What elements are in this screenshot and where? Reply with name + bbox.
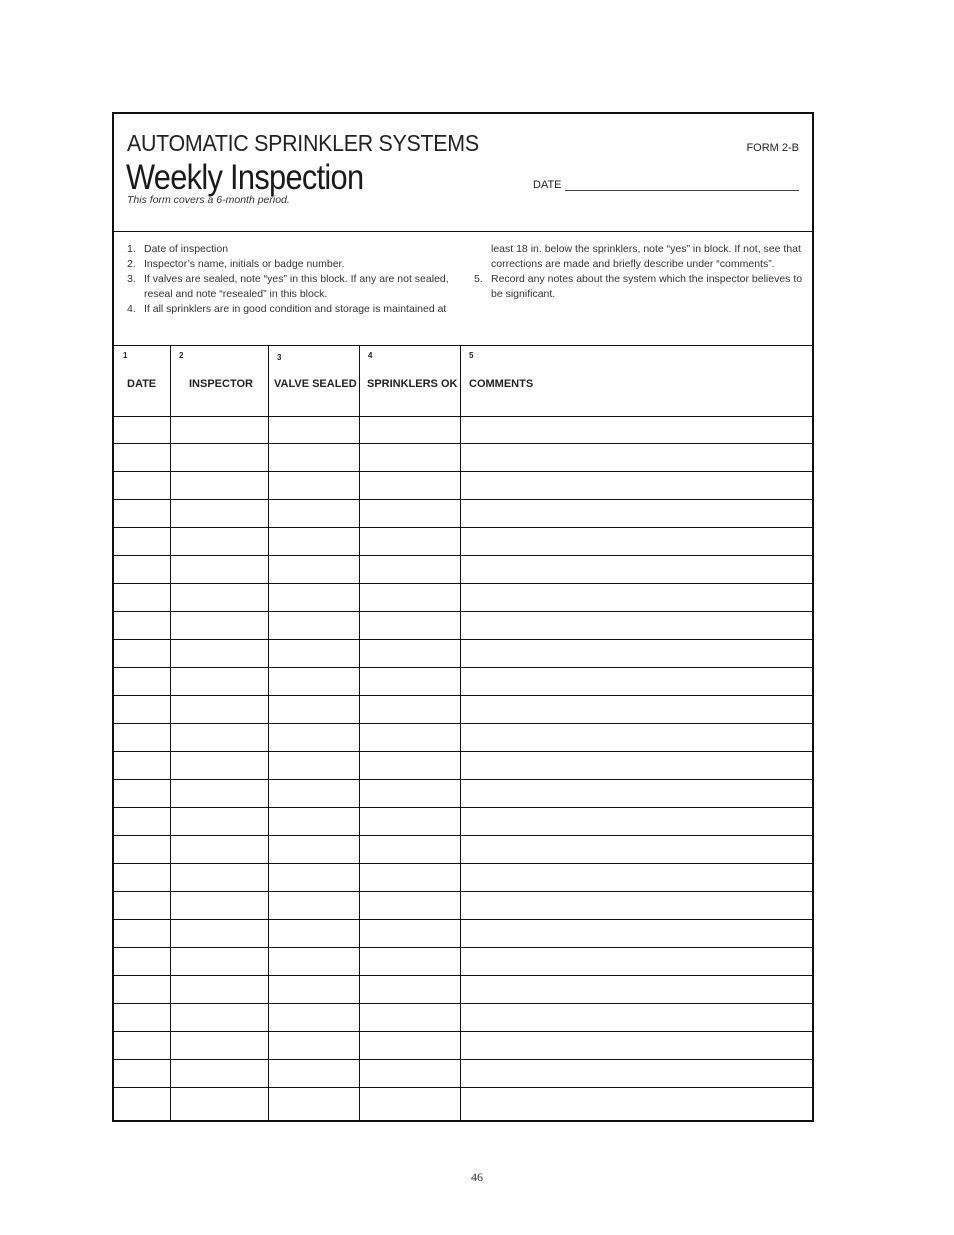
table-row: [114, 472, 812, 500]
table-cell[interactable]: [359, 976, 460, 1004]
table-row: [114, 752, 812, 780]
table-cell[interactable]: [460, 472, 812, 500]
instruction-item: [127, 257, 457, 272]
table-cell[interactable]: [460, 1032, 812, 1060]
table-cell[interactable]: [460, 780, 812, 808]
table-cell[interactable]: [114, 500, 170, 528]
instruction-number: 2.: [127, 258, 136, 270]
table-cell[interactable]: [170, 864, 268, 892]
table-cell[interactable]: [460, 500, 812, 528]
instruction-text: Inspector’s name, initials or badge number.: [144, 258, 345, 270]
instruction-text: If all sprinklers are in good condition and storage is maintained at: [144, 303, 447, 315]
table-cell[interactable]: [114, 948, 170, 976]
table-cell[interactable]: [359, 444, 460, 472]
instruction-item: [127, 242, 457, 257]
instruction-item: [127, 302, 457, 317]
table-cell[interactable]: [460, 1088, 812, 1116]
table-cell[interactable]: [114, 1032, 170, 1060]
table-cell[interactable]: [114, 1060, 170, 1088]
table-cell[interactable]: [460, 948, 812, 976]
table-cell[interactable]: [170, 752, 268, 780]
table-cell[interactable]: [170, 948, 268, 976]
table-cell[interactable]: [460, 976, 812, 1004]
instruction-item: [127, 272, 457, 302]
table-cell[interactable]: [170, 780, 268, 808]
form-title: Weekly Inspection: [126, 158, 364, 197]
table-cell[interactable]: [268, 500, 359, 528]
table-row: [114, 920, 812, 948]
table-cell[interactable]: [170, 584, 268, 612]
table-cell[interactable]: [114, 920, 170, 948]
table-cell[interactable]: [268, 1088, 359, 1116]
table-cell[interactable]: [170, 528, 268, 556]
table-cell[interactable]: [170, 1088, 268, 1116]
table-cell[interactable]: [268, 556, 359, 584]
instruction-item: [474, 272, 804, 302]
table-cell[interactable]: [268, 696, 359, 724]
table-cell[interactable]: [359, 1060, 460, 1088]
form-number: FORM 2-B: [746, 142, 799, 154]
table-row: [114, 668, 812, 696]
column-label: DATE: [127, 378, 157, 390]
table-cell[interactable]: [114, 472, 170, 500]
table-cell[interactable]: [170, 472, 268, 500]
table-cell[interactable]: [460, 556, 812, 584]
instruction-text: If valves are sealed, note “yes” in this block. If any are not sealed, reseal and note “resealed” in this block.: [144, 273, 449, 300]
table-cell[interactable]: [114, 444, 170, 472]
table-cell[interactable]: [460, 724, 812, 752]
instruction-text: least 18 in. below the sprinklers, note “yes” in block. If not, see that corrections are made and briefly describe under “comments”.: [491, 243, 801, 270]
table-cell[interactable]: [114, 836, 170, 864]
column-label: VALVE SEALED: [274, 378, 357, 390]
table-cell[interactable]: [359, 780, 460, 808]
instruction-text: Record any notes about the system which the inspector believes to be significant.: [491, 273, 803, 300]
table-cell[interactable]: [359, 640, 460, 668]
instructions-left: [127, 242, 457, 317]
date-label: DATE: [533, 179, 562, 191]
table-cell[interactable]: [268, 612, 359, 640]
table-cell[interactable]: [268, 920, 359, 948]
table-cell[interactable]: [268, 836, 359, 864]
table-cell[interactable]: [268, 808, 359, 836]
instruction-item: [474, 242, 804, 272]
table-cell[interactable]: [359, 472, 460, 500]
table-row: [114, 724, 812, 752]
table-cell[interactable]: [114, 556, 170, 584]
table-cell[interactable]: [359, 696, 460, 724]
table-cell[interactable]: [460, 920, 812, 948]
header-divider: [114, 416, 812, 417]
table-row: [114, 948, 812, 976]
table-cell[interactable]: [114, 418, 170, 444]
table-cell[interactable]: [359, 584, 460, 612]
column-header-sprinklers-ok: [359, 346, 460, 416]
form-heading: AUTOMATIC SPRINKLER SYSTEMS: [127, 130, 479, 156]
table-cell[interactable]: [268, 780, 359, 808]
inspection-log-table: [114, 346, 812, 1120]
table-cell[interactable]: [460, 584, 812, 612]
table-cell[interactable]: [170, 920, 268, 948]
table-row: [114, 500, 812, 528]
table-cell[interactable]: [268, 1032, 359, 1060]
table-cell[interactable]: [114, 612, 170, 640]
instruction-number: 1.: [127, 243, 136, 255]
instruction-number: 5.: [474, 273, 483, 285]
table-cell[interactable]: [170, 696, 268, 724]
table-cell[interactable]: [460, 640, 812, 668]
column-number: 2: [179, 351, 184, 360]
table-cell[interactable]: [268, 418, 359, 444]
table-cell[interactable]: [359, 808, 460, 836]
table-cell[interactable]: [460, 612, 812, 640]
table-cell[interactable]: [170, 1060, 268, 1088]
table-cell[interactable]: [359, 836, 460, 864]
table-cell[interactable]: [268, 752, 359, 780]
divider: [114, 231, 812, 232]
table-cell[interactable]: [460, 444, 812, 472]
table-cell[interactable]: [460, 864, 812, 892]
column-label: SPRINKLERS OK: [367, 378, 458, 390]
table-cell[interactable]: [170, 1032, 268, 1060]
table-cell[interactable]: [268, 948, 359, 976]
table-cell[interactable]: [114, 892, 170, 920]
column-number: 4: [368, 351, 373, 360]
column-number: 1: [123, 351, 128, 360]
table-cell[interactable]: [359, 668, 460, 696]
instruction-text: Date of inspection: [144, 243, 229, 255]
table-cell[interactable]: [268, 640, 359, 668]
table-row: [114, 976, 812, 1004]
table-cell[interactable]: [114, 864, 170, 892]
column-number: 5: [469, 351, 474, 360]
table-cell[interactable]: [114, 640, 170, 668]
table-cell[interactable]: [460, 1004, 812, 1032]
table-cell[interactable]: [460, 892, 812, 920]
table-cell[interactable]: [359, 1032, 460, 1060]
column-header-inspector: [170, 346, 268, 416]
page-number: 46: [471, 1170, 483, 1184]
table-cell[interactable]: [114, 584, 170, 612]
table-cell[interactable]: [460, 418, 812, 444]
table-cell[interactable]: [268, 444, 359, 472]
table-cell[interactable]: [170, 418, 268, 444]
instruction-number: 4.: [127, 303, 136, 315]
table-cell[interactable]: [170, 612, 268, 640]
table-cell[interactable]: [170, 1004, 268, 1032]
table-cell[interactable]: [268, 528, 359, 556]
table-row: [114, 780, 812, 808]
table-cell[interactable]: [460, 808, 812, 836]
table-cell[interactable]: [460, 668, 812, 696]
table-cell[interactable]: [268, 864, 359, 892]
table-cell[interactable]: [359, 1088, 460, 1116]
table-row: [114, 1004, 812, 1032]
table-cell[interactable]: [460, 1060, 812, 1088]
table-row: [114, 1032, 812, 1060]
table-cell[interactable]: [359, 892, 460, 920]
table-cell[interactable]: [359, 920, 460, 948]
date-field[interactable]: [565, 190, 799, 191]
inspection-form: [112, 112, 814, 1122]
table-cell[interactable]: [170, 976, 268, 1004]
table-cell[interactable]: [359, 948, 460, 976]
table-row: [114, 612, 812, 640]
table-cell[interactable]: [268, 892, 359, 920]
table-row: [114, 444, 812, 472]
table-cell[interactable]: [268, 472, 359, 500]
table-cell[interactable]: [359, 556, 460, 584]
table-cell[interactable]: [114, 528, 170, 556]
table-cell[interactable]: [460, 752, 812, 780]
table-cell[interactable]: [170, 668, 268, 696]
table-cell[interactable]: [170, 556, 268, 584]
column-header-date: [114, 346, 170, 416]
table-cell[interactable]: [170, 836, 268, 864]
table-cell[interactable]: [268, 976, 359, 1004]
table-cell[interactable]: [359, 752, 460, 780]
table-cell[interactable]: [114, 808, 170, 836]
table-row: [114, 808, 812, 836]
table-cell[interactable]: [170, 724, 268, 752]
table-row: [114, 836, 812, 864]
table-cell[interactable]: [114, 1004, 170, 1032]
table-row: [114, 696, 812, 724]
table-cell[interactable]: [359, 500, 460, 528]
table-row: [114, 1088, 812, 1116]
table-cell[interactable]: [268, 1004, 359, 1032]
column-header-comments: [460, 346, 812, 416]
table-cell[interactable]: [460, 836, 812, 864]
table-cell[interactable]: [170, 892, 268, 920]
table-cell[interactable]: [170, 640, 268, 668]
column-number: 3: [277, 353, 282, 362]
column-label: COMMENTS: [469, 378, 534, 390]
table-cell[interactable]: [268, 724, 359, 752]
column-header-valve-sealed: [268, 346, 359, 416]
table-cell[interactable]: [114, 724, 170, 752]
coverage-note: This form covers a 6-month period.: [127, 194, 290, 206]
table-cell[interactable]: [170, 500, 268, 528]
table-cell[interactable]: [114, 780, 170, 808]
table-cell[interactable]: [114, 1088, 170, 1116]
instruction-number: 3.: [127, 273, 136, 285]
table-cell[interactable]: [359, 612, 460, 640]
table-cell[interactable]: [359, 1004, 460, 1032]
table-cell[interactable]: [359, 864, 460, 892]
table-cell[interactable]: [268, 668, 359, 696]
table-cell[interactable]: [359, 528, 460, 556]
table-cell[interactable]: [359, 724, 460, 752]
table-cell[interactable]: [268, 584, 359, 612]
table-row: [114, 556, 812, 584]
table-cell[interactable]: [114, 752, 170, 780]
table-row: [114, 864, 812, 892]
table-cell[interactable]: [460, 696, 812, 724]
table-cell[interactable]: [114, 976, 170, 1004]
table-cell[interactable]: [114, 668, 170, 696]
table-cell[interactable]: [170, 444, 268, 472]
table-cell[interactable]: [114, 696, 170, 724]
table-row: [114, 528, 812, 556]
instructions-right: [474, 242, 804, 302]
table-row: [114, 418, 812, 444]
column-label: INSPECTOR: [189, 378, 253, 390]
table-row: [114, 640, 812, 668]
table-row: [114, 1060, 812, 1088]
table-cell[interactable]: [268, 1060, 359, 1088]
table-row: [114, 584, 812, 612]
table-cell[interactable]: [460, 528, 812, 556]
table-cell[interactable]: [359, 418, 460, 444]
table-cell[interactable]: [170, 808, 268, 836]
table-row: [114, 892, 812, 920]
